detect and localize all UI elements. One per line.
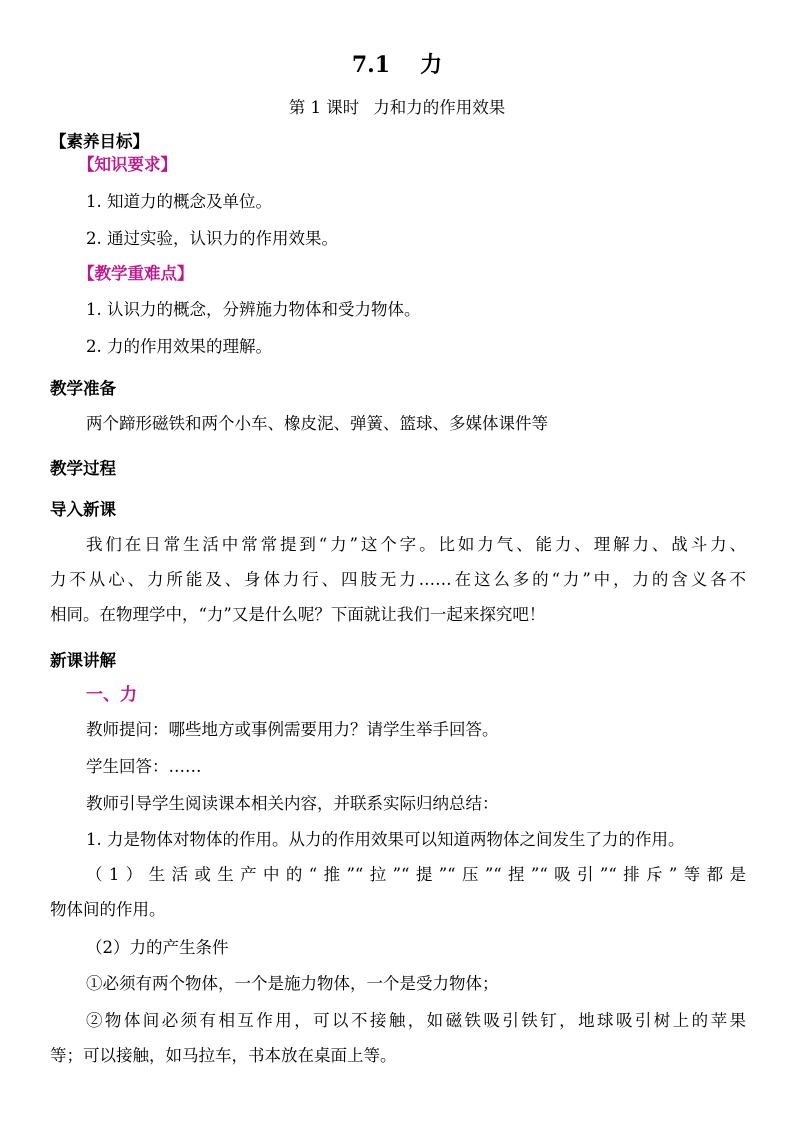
- difficulty-item-2: 2. 力的作用效果的理解。: [86, 337, 272, 356]
- literacy-goals-heading: 【素养目标】: [50, 132, 149, 151]
- difficulty-heading: 【教学重难点】: [78, 264, 194, 283]
- intro-line-1: 我们在日常生活中常常提到“力”这个字。比如力气、能力、理解力、战斗力、: [86, 535, 746, 554]
- section-1-heading: 一、力: [86, 685, 137, 705]
- lesson-topic: 力和力的作用效果: [373, 98, 506, 117]
- teacher-question: 教师提问：哪些地方或事例需要用力？请学生举手回答。: [86, 720, 499, 739]
- new-lesson-heading: 新课讲解: [50, 651, 116, 670]
- point-1: 1. 力是物体对物体的作用。从力的作用效果可以知道两物体之间发生了力的作用。: [86, 830, 685, 849]
- sub-point-2: （2）力的产生条件: [86, 938, 229, 957]
- preparation-text: 两个蹄形磁铁和两个小车、橡皮泥、弹簧、篮球、多媒体课件等: [86, 414, 548, 433]
- process-heading: 教学过程: [50, 459, 116, 478]
- lesson-period: 第 1 课时: [288, 98, 360, 117]
- teacher-guide: 教师引导学生阅读课本相关内容，并联系实际归纳总结：: [86, 794, 499, 813]
- student-answer: 学生回答：……: [86, 757, 202, 776]
- lesson-name: 力: [420, 52, 443, 78]
- condition-1: ①必须有两个物体，一个是施力物体，一个是受力物体；: [86, 974, 499, 993]
- sub-point-1-line-2: 物体间的作用。: [50, 900, 166, 919]
- lesson-subtitle: [0, 96, 794, 120]
- intro-line-2: 力不从心、力所能及、身体力行、四肢无力……在这么多的“力”中，力的含义各不: [50, 570, 746, 589]
- knowledge-item-1: 1. 知道力的概念及单位。: [86, 192, 272, 211]
- intro-line-3: 相同。在物理学中，“力”又是什么呢？下面就让我们一起来探究吧！: [50, 605, 546, 624]
- condition-2-line-2: 等；可以接触，如马拉车，书本放在桌面上等。: [50, 1046, 397, 1065]
- knowledge-heading: 【知识要求】: [78, 155, 177, 174]
- preparation-heading: 教学准备: [50, 379, 116, 398]
- knowledge-item-2: 2. 通过实验，认识力的作用效果。: [86, 229, 338, 248]
- condition-2-line-1: ②物体间必须有相互作用，可以不接触，如磁铁吸引铁钉，地球吸引树上的苹果: [86, 1011, 746, 1030]
- lesson-title: [0, 50, 794, 80]
- sub-point-1-line-1: （1）生活或生产中的“推”“拉”“提”“压”“捏”“吸引”“排斥”等都是: [86, 865, 746, 884]
- difficulty-item-1: 1. 认识力的概念，分辨施力物体和受力物体。: [86, 300, 421, 319]
- intro-heading: 导入新课: [50, 500, 116, 519]
- lesson-number: 7.1: [351, 52, 391, 78]
